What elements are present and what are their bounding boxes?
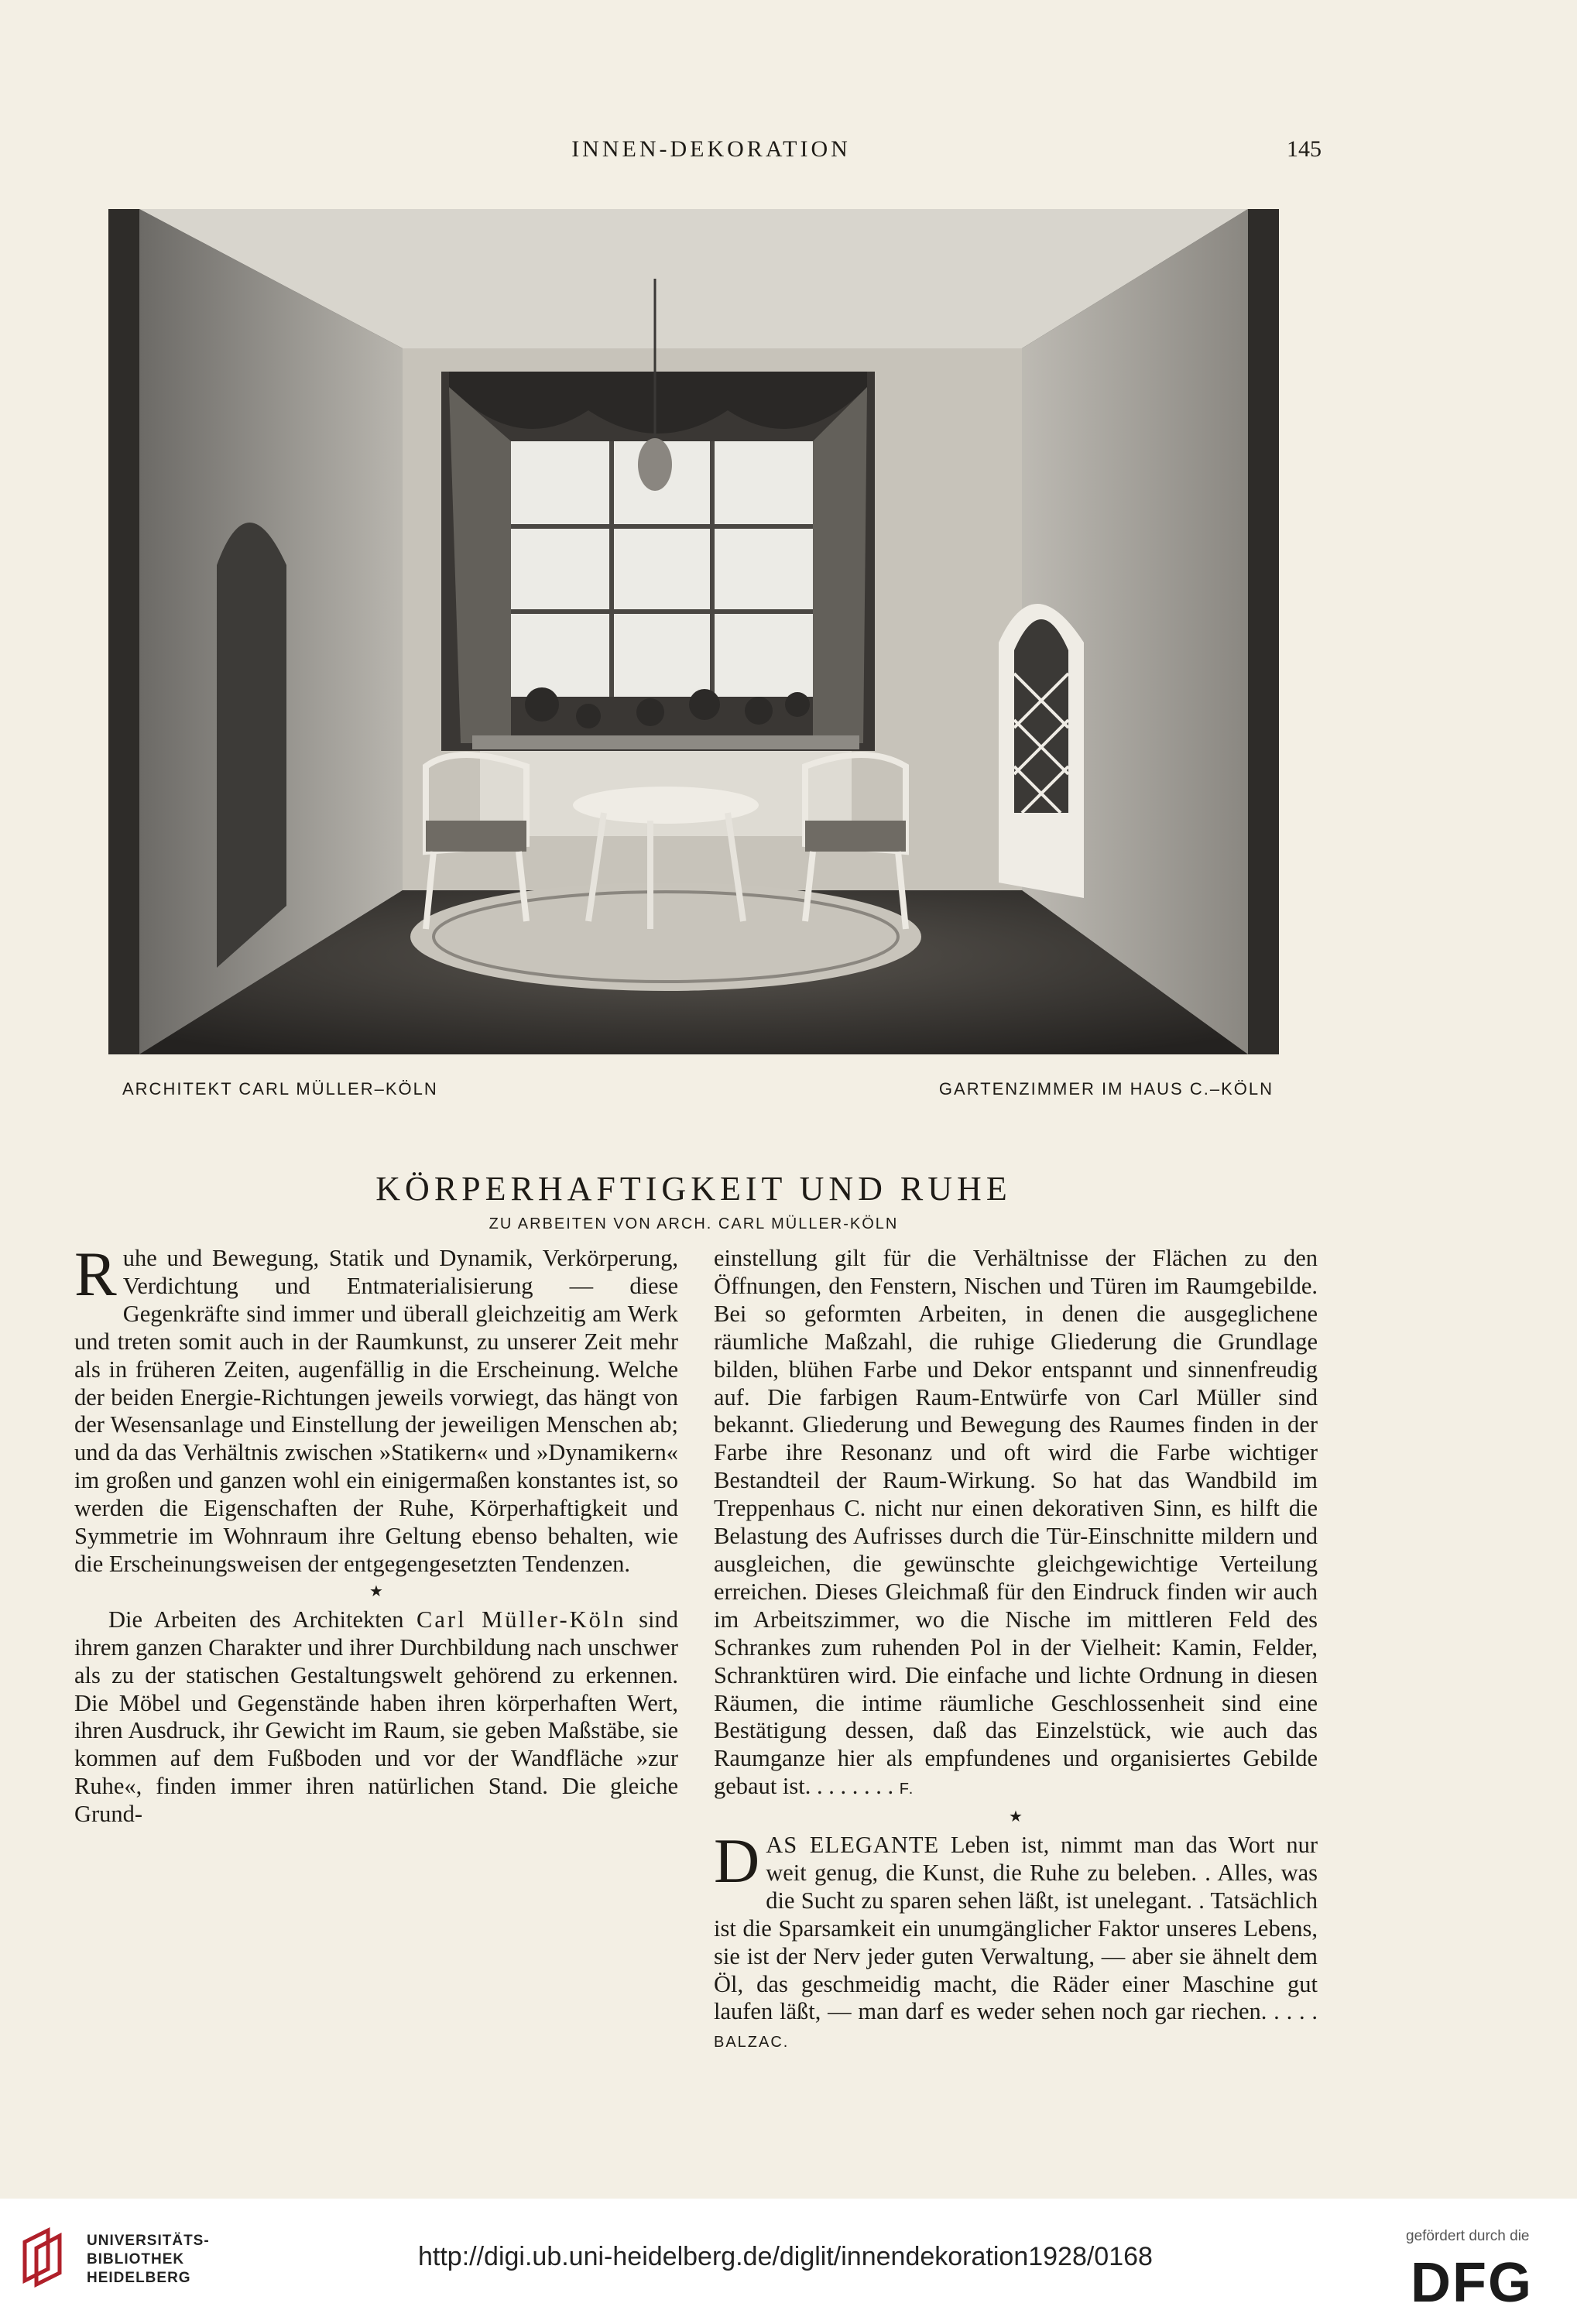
- caption-architect: ARCHITEKT CARL MÜLLER–KÖLN: [122, 1079, 438, 1099]
- dfg-logo: DFG: [1411, 2252, 1533, 2314]
- balzac-quote: [714, 1825, 1318, 2057]
- page-number: 145: [1287, 136, 1322, 162]
- library-name-line2: BIBLIOTHEK: [87, 2251, 185, 2267]
- paragraph-2-intro: Die Arbeiten des Architekten: [108, 1606, 417, 1633]
- article-subtitle: ZU ARBEITEN VON ARCH. CARL MÜLLER-KÖLN: [489, 1215, 899, 1232]
- library-name-line3: HEIDELBERG: [87, 2270, 191, 2286]
- section-star-2: ★: [1009, 1808, 1023, 1826]
- quote-text: Leben ist, nimmt man das Wort nur weit genug, die Kunst, die Ruhe zu beleben. . Alles, was die Sucht zu sparen sehen läßt, ist unelegant. . Tatsächlich ist die Sparsamkeit ein unumgänglicher Faktor unseres Lebens, sie ist der Nerv jeder guten Verwaltung, — aber sie ähnelt dem Öl, das geschmeidig macht, die Räder einer Maschine gut laufen läßt, — man darf es weder sehen noch gar riechen. . . . .: [714, 1832, 1318, 2025]
- paragraph-1: [74, 1239, 678, 1578]
- left-column: [74, 1239, 678, 1829]
- paragraph-1-text: uhe und Bewegung, Statik und Dynamik, Verkörperung, Verdichtung und Entmaterialisierung — diese Gegenkräfte sind immer und überall gleichzeitig am Werk und treten somit auch in der Raumkunst, zu unserer Zeit mehr als in früheren Zeiten, augenfällig in die Erscheinung. Welche der beiden Energie-Richtungen jeweils vorwiegt, das hängt von der Wesensanlage und Einstellung der jeweiligen Menschen ab; und da das Verhältnis zwischen »Statikern« und »Dynamikern« im großen und ganzen wohl ein einigermaßen konstantes ist, so werden die Eigenschaften der Ruhe, Körperhaftigkeit und Symmetrie im Wohnraum ihre Geltung ebenso behalten, wie die Erscheinungsweisen der entgegengesetzten Tendenzen.: [74, 1245, 678, 1577]
- permalink-url[interactable]: http://digi.ub.uni-heidelberg.de/diglit/innendekoration1928/0168: [418, 2242, 1153, 2271]
- architect-name: Carl Müller-Köln: [417, 1606, 626, 1633]
- paragraph-2-continued-text: einstellung gilt für die Verhältnisse der Flächen zu den Öffnungen, den Fenstern, Nischen und Türen im Raumgebilde. Bei so geformten Arbeiten, in denen die ausgeglichene räumliche Maßzahl, die ruhige Gliederung die Grundlage bilden, blühen Farbe und Dekor entspannt und sinnenfreudig auf. Die farbigen Raum-Entwürfe von Carl Müller sind bekannt. Gliederung und Bewegung des Raumes finden in der Farbe ihre Resonanz und oft wird die Farbe wichtiger Bestandteil der Raum-Wirkung. So hat das Wandbild im Treppenhaus C. nicht nur einen dekorativen Sinn, es hilft die Belastung des Aufrisses durch die Tür-Einschnitte mildern und ausgleichen, die gewünschte gleichgewichtige Verteilung erreichen. Dieses Gleichmaß für den Eindruck finden wir auch im Arbeitszimmer, wo die Nische im mittleren Feld des Schrankes zum ruhenden Pol in der Vielheit: Kamin, Felder, Schranktüren wird. Die einfache und lichte Ordnung in diesen Räumen, die intime räumliche Geschlossenheit sind eine Bestätigung dessen, daß das Einzelstück, wie auch das Raumganze hier als empfundenes und organisiertes Gebilde gebaut ist. . . . . . . .: [714, 1245, 1318, 1800]
- article-title: KÖRPERHAFTIGKEIT UND RUHE: [375, 1170, 1012, 1208]
- funding-note: gefördert durch die: [1406, 2228, 1530, 2244]
- running-title: INNEN-DEKORATION: [571, 136, 851, 162]
- caption-room: GARTENZIMMER IM HAUS C.–KÖLN: [938, 1079, 1274, 1099]
- paragraph-2-text: sind ihrem ganzen Charakter und ihrer Durchbildung nach unschwer als zu der statischen Gestaltungswelt gehörend zu erkennen. Die Möbel und Gegenstände haben ihren körperhaften Wert, ihren Ausdruck, ihr Gewicht im Raum, sie geben Maßstäbe, sie kommen auf dem Fußboden und vor der Wandfläche »zur Ruhe«, finden immer ihren natürlichen Stand. Die gleiche Grund-: [74, 1606, 678, 1828]
- quote-drop-cap: D: [714, 1825, 760, 1897]
- paragraph-2: [74, 1606, 678, 1829]
- quote-lead-caps: AS ELEGANTE: [766, 1832, 940, 1859]
- library-name-line1: UNIVERSITÄTS-: [87, 2233, 210, 2249]
- right-column: [714, 1245, 1318, 2057]
- paragraph-2-signature: F.: [899, 1781, 915, 1798]
- drop-cap: R: [74, 1239, 117, 1309]
- interior-photograph: [108, 209, 1279, 1054]
- university-library-logo-icon: [17, 2226, 79, 2288]
- quote-signature: BALZAC.: [714, 2034, 790, 2051]
- paragraph-2-continued: [714, 1245, 1318, 1804]
- section-star: ★: [369, 1582, 383, 1600]
